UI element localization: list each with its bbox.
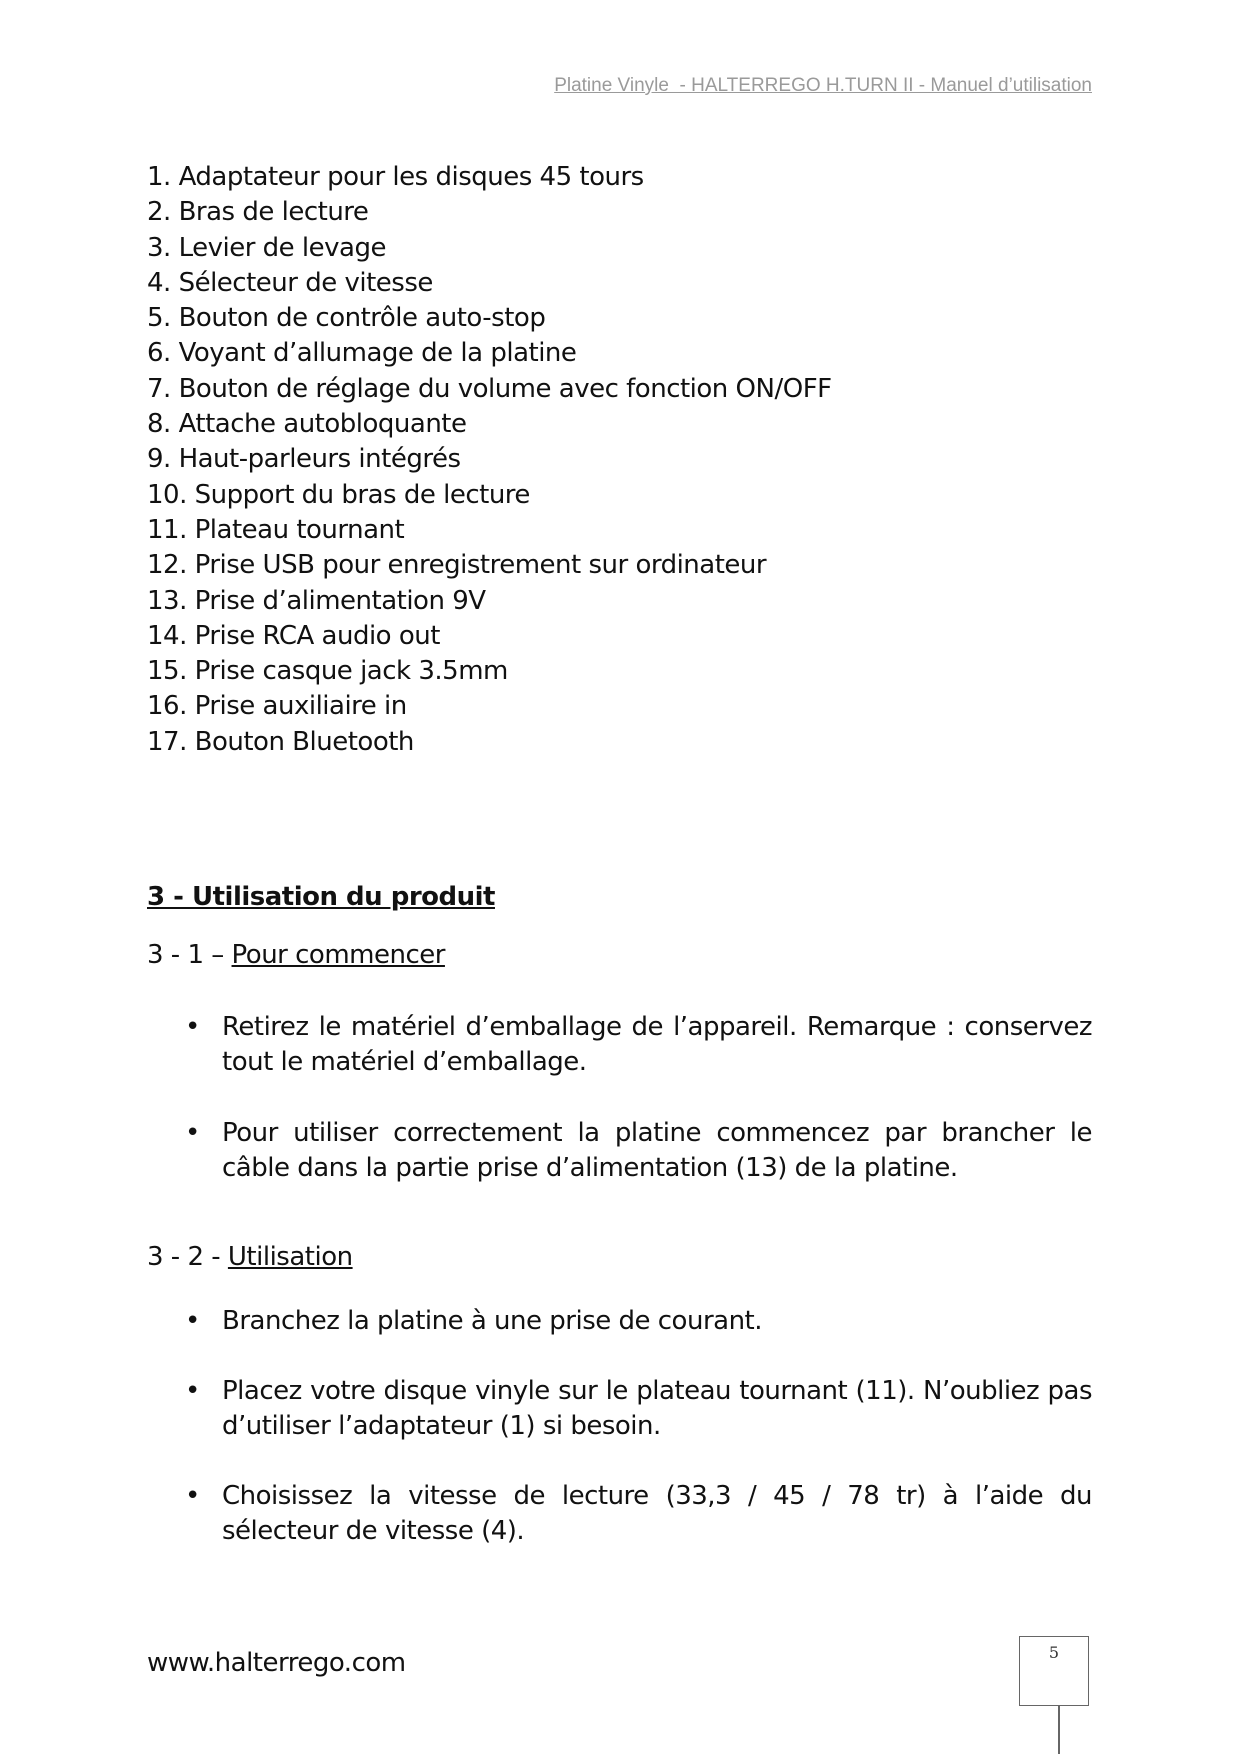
bullet-icon: • [185, 1376, 200, 1406]
bullet-list-start [185, 1010, 1092, 1186]
list-item: 8. Attache autobloquante [147, 409, 467, 440]
bullet-icon: • [185, 1481, 200, 1511]
subsection-heading-usage [147, 1242, 353, 1272]
page-number-box [1019, 1636, 1089, 1706]
bullet-text: Placez votre disque vinyle sur le plateau tournant (11). N’oubliez pas d’utiliser l’adaptateur (1) si besoin. [222, 1376, 1092, 1441]
list-item: 5. Bouton de contrôle auto-stop [147, 303, 546, 334]
bullet-item [185, 1374, 1092, 1444]
bullet-item [185, 1116, 1092, 1186]
bullet-item [185, 1304, 1092, 1339]
page-number: 5 [1048, 1643, 1060, 1662]
parts-list [147, 160, 832, 760]
bullet-icon: • [185, 1012, 200, 1042]
bullet-icon: • [185, 1118, 200, 1148]
bullet-text: Retirez le matériel d’emballage de l’appareil. Remarque : conservez tout le matériel d’emballage. [222, 1012, 1092, 1077]
list-item: 16. Prise auxiliaire in [147, 691, 407, 722]
bullet-text: Branchez la platine à une prise de courant. [222, 1306, 763, 1336]
footer-website: www.halterrego.com [147, 1648, 406, 1678]
subsection-number: 3 - 2 - [147, 1242, 228, 1272]
page-number-divider [1058, 1706, 1060, 1754]
bullet-list-usage [185, 1304, 1092, 1549]
bullet-text: Choisissez la vitesse de lecture (33,3 / 45 / 78 tr) à l’aide du sélecteur de vitesse (4). [222, 1481, 1092, 1546]
list-item: 7. Bouton de réglage du volume avec fonction ON/OFF [147, 373, 832, 404]
list-item: 4. Sélecteur de vitesse [147, 267, 433, 298]
running-header: Platine Vinyle - HALTERREGO H.TURN II - Manuel d’utilisation [554, 75, 1092, 96]
list-item: 17. Bouton Bluetooth [147, 726, 414, 757]
list-item: 1. Adaptateur pour les disques 45 tours [147, 162, 644, 192]
subsection-heading-start [147, 940, 445, 970]
list-item: 11. Plateau tournant [147, 514, 405, 545]
list-item: 12. Prise USB pour enregistrement sur ordinateur [147, 550, 767, 581]
list-item: 15. Prise casque jack 3.5mm [147, 656, 508, 687]
bullet-item [185, 1010, 1092, 1080]
section-title: 3 - Utilisation du produit [147, 882, 495, 912]
bullet-icon: • [185, 1306, 200, 1336]
subsection-title: Pour commencer [231, 940, 445, 970]
bullet-text: Pour utiliser correctement la platine commencez par brancher le câble dans la partie prise d’alimentation (13) de la platine. [222, 1118, 1092, 1183]
subsection-title: Utilisation [227, 1242, 353, 1272]
list-item: 9. Haut-parleurs intégrés [147, 444, 461, 475]
bullet-item [185, 1479, 1092, 1549]
list-item: 13. Prise d’alimentation 9V [147, 585, 486, 616]
list-item: 2. Bras de lecture [147, 197, 369, 228]
list-item: 3. Levier de levage [147, 232, 386, 263]
subsection-number: 3 - 1 – [147, 940, 232, 970]
list-item: 6. Voyant d’allumage de la platine [147, 338, 577, 369]
list-item: 10. Support du bras de lecture [147, 479, 530, 510]
list-item: 14. Prise RCA audio out [147, 620, 440, 651]
